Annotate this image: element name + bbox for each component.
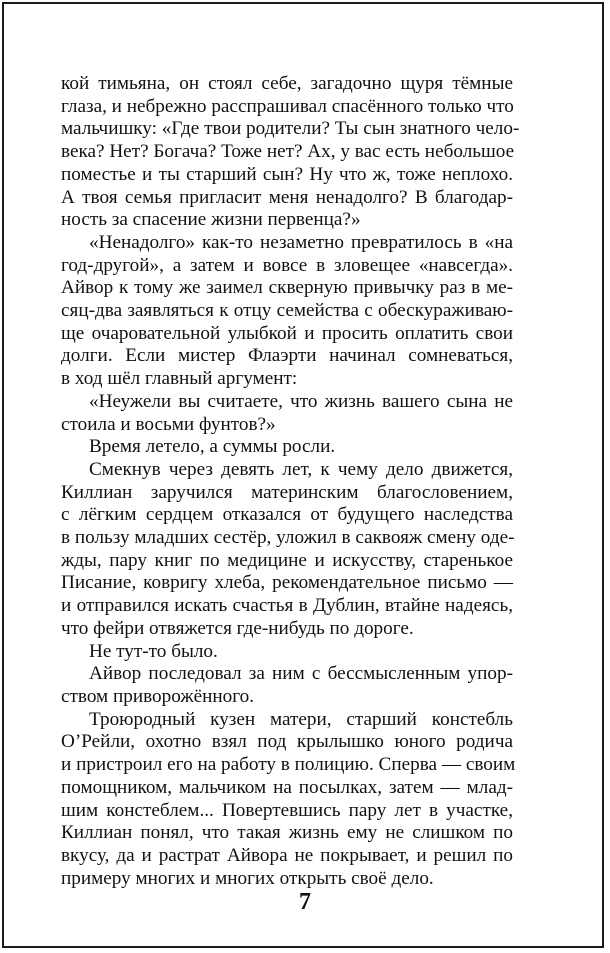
text-line: вкусу, да и растрат Айвора не покрывает, и решил по — [61, 844, 513, 866]
text-line: Время летело, а суммы росли. — [89, 436, 336, 458]
text-line: долги. Если мистер Флаэрти начинал сомневаться, — [61, 345, 513, 367]
text-line: Киллиан заручился материнским благословением, — [61, 481, 513, 503]
paragraph-8 — [61, 708, 516, 891]
paragraph-6 — [61, 641, 513, 664]
text-line: ще очаровательной улыбкой и просить оплатить свои — [61, 322, 513, 344]
text-line: жды, пару книг по медицине и искусству, старенькое — [61, 549, 513, 571]
text-line: сяц-два заявляться к отцу семейства с обескураживаю- — [61, 300, 513, 322]
text-line: Писание, ковригу хлеба, рекомендательное письмо — — [61, 572, 513, 594]
text-line: в ход шёл главный аргумент: — [61, 368, 298, 390]
text-line: Айвор к тому же заимел скверную привычку раз в ме- — [61, 277, 513, 299]
text-line: примеру многих и многих открыть своё дело. — [61, 867, 434, 889]
text-line: глаза, и небрежно расспрашивал спасённого только что — [61, 95, 514, 117]
text-line: века? Нет? Богача? Тоже нет? Ах, у вас есть небольшое — [61, 141, 515, 163]
text-line: Не тут-то было. — [89, 640, 218, 662]
text-line: Айвор последовал за ним с бессмысленным упор- — [89, 663, 513, 685]
text-line: «Ненадолго» как-то незаметно превратилось в «на — [89, 231, 513, 253]
text-line: стоила и восьми фунтов?» — [61, 413, 276, 435]
paragraph-2 — [61, 232, 513, 391]
text-line: ством приворожённого. — [61, 685, 255, 707]
text-line: «Неужели вы считаете, что жизнь вашего сына не — [89, 390, 513, 412]
text-line: Троюродный кузен матери, старший констебль — [89, 708, 513, 730]
paragraph-1 — [61, 73, 520, 232]
text-line: ность за спасение жизни первенца?» — [61, 209, 361, 231]
text-line: что фейри отвяжется где-нибудь по дороге. — [61, 617, 414, 639]
text-line: Киллиан понял, что такая жизнь ему не слишком по — [61, 822, 513, 844]
text-line: помощником, мальчиком на посылках, затем — млад- — [61, 776, 513, 798]
paragraph-5 — [61, 459, 513, 641]
text-line: Смекнув через девять лет, к чему дело движется, — [89, 458, 513, 480]
body-text — [61, 73, 520, 890]
page-number: 7 — [299, 889, 311, 915]
text-line: А твоя семья пригласит меня ненадолго? В благодар- — [61, 186, 513, 208]
paragraph-4 — [61, 436, 513, 459]
paragraph-3 — [61, 391, 513, 436]
text-line: год-другой», а затем и вовсе в зловещее «навсегда». — [61, 254, 513, 276]
text-line: в пользу младших сестёр, уложил в саквояж смену оде- — [61, 527, 515, 549]
paragraph-7 — [61, 663, 513, 708]
text-line: О’Рейли, охотно взял под крылышко юного родича — [61, 731, 513, 753]
text-line: и пристроил его на работу в полицию. Сперва — своим — [61, 754, 516, 776]
text-line: кой тимьяна, он стоял себе, загадочно щуря тёмные — [61, 73, 513, 94]
text-line: и отправился искать счастья в Дублин, втайне надеясь, — [61, 595, 513, 617]
text-line: шим констеблем... Повертевшись пару лет в участке, — [61, 799, 513, 821]
text-line: с лёгким сердцем отказался от будущего наследства — [61, 504, 513, 526]
text-line: мальчишку: «Где твои родители? Ты сын знатного чело- — [61, 118, 520, 140]
text-line: поместье и ты старший сын? Ну что ж, тоже неплохо. — [61, 163, 513, 185]
